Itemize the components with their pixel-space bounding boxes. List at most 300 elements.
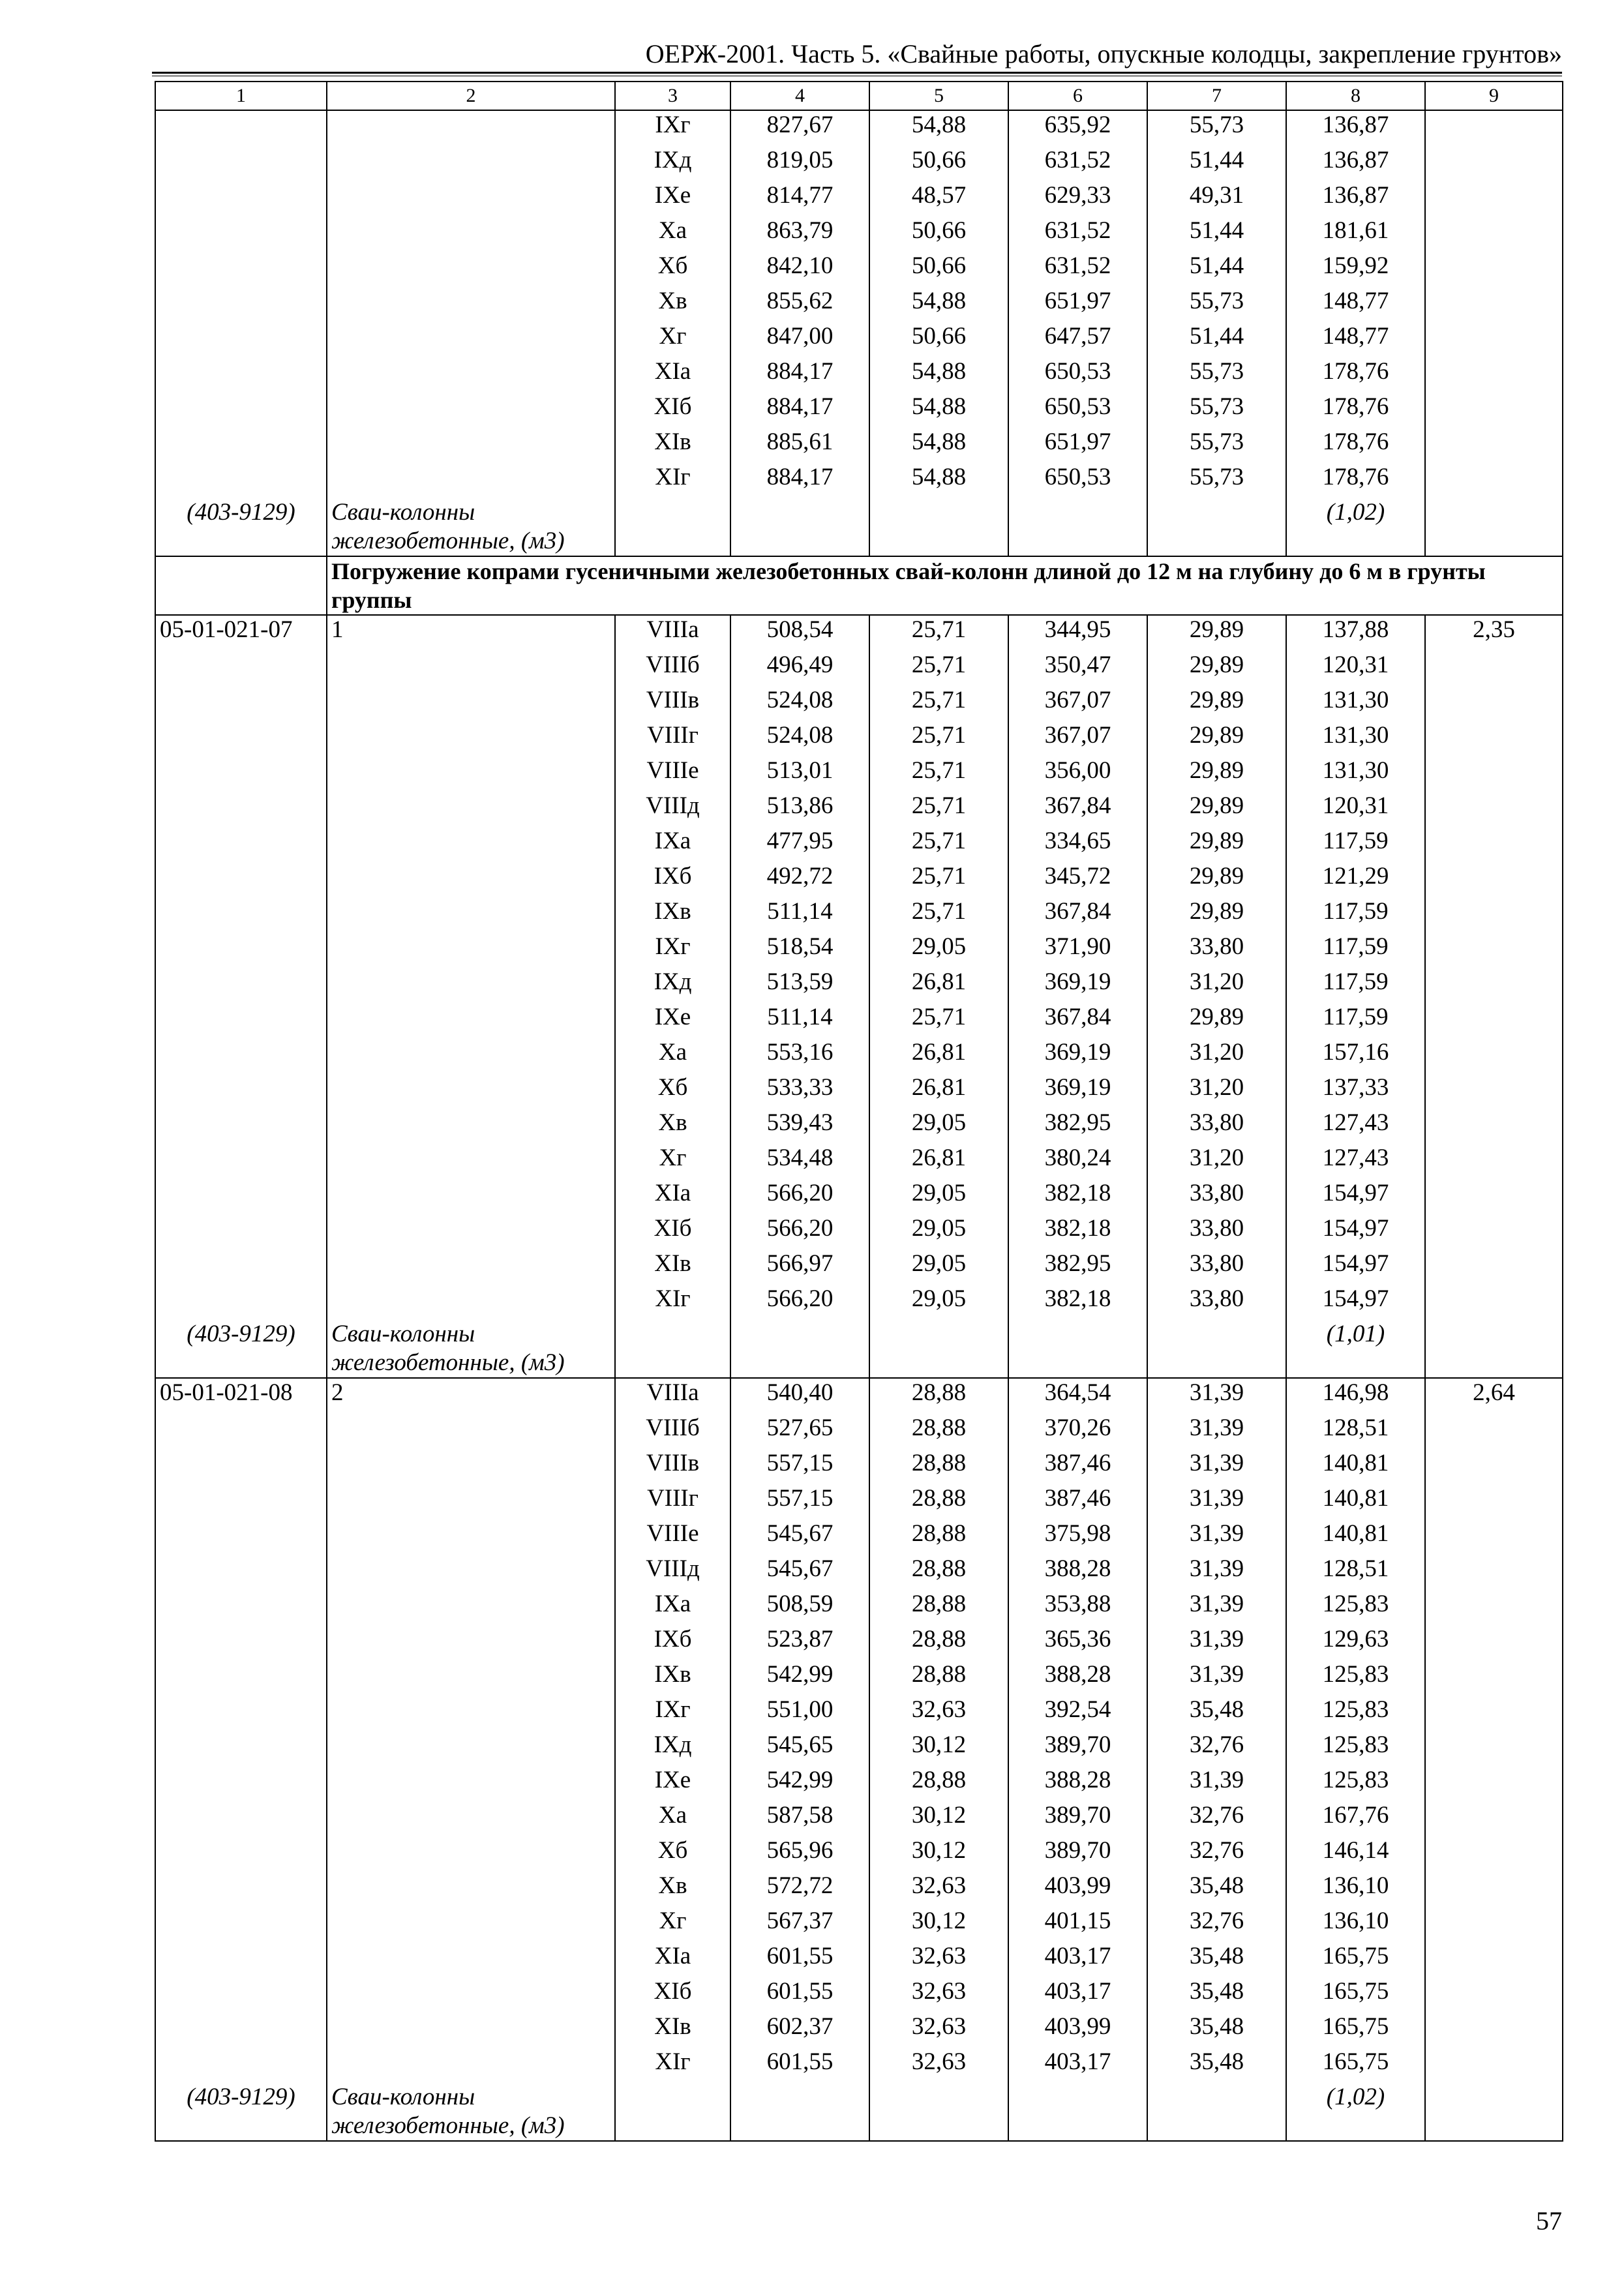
value-line: 32,63 [911, 1696, 967, 1723]
value-line: 369,19 [1044, 1074, 1111, 1101]
value-line: 25,71 [911, 651, 967, 678]
value-line: 131,30 [1322, 687, 1389, 713]
column-number: 1 [155, 82, 327, 110]
rate-block-row [155, 110, 1563, 556]
value-line: 29,89 [1189, 1004, 1244, 1030]
labor-coefficient: 2,35 [1473, 616, 1515, 643]
value-line: 55,73 [1189, 393, 1244, 420]
value-line: 533,33 [766, 1074, 834, 1101]
value-line: 350,47 [1044, 651, 1111, 678]
value-line: 31,39 [1189, 1626, 1244, 1653]
value-line: 31,39 [1189, 1485, 1244, 1512]
value-line: 631,52 [1044, 147, 1111, 173]
value-line: 137,88 [1322, 616, 1389, 643]
value-line: 523,87 [766, 1626, 834, 1653]
value-line: 28,88 [911, 1626, 967, 1653]
value-line: 140,81 [1322, 1485, 1389, 1512]
value-line: 382,18 [1044, 1285, 1111, 1312]
value-line: 54,88 [911, 112, 967, 138]
value-line: 387,46 [1044, 1485, 1111, 1512]
resource-name-line1: Сваи-колонны [331, 2084, 475, 2110]
value-line: Xа [658, 1039, 687, 1066]
machines-column [1008, 1378, 1147, 2141]
value-line: 178,76 [1322, 393, 1389, 420]
value-line: 178,76 [1322, 428, 1389, 455]
value-line: 55,73 [1189, 358, 1244, 385]
rate-description-cell [327, 615, 615, 1378]
column-number: 4 [730, 82, 869, 110]
value-line: 566,20 [766, 1215, 834, 1242]
value-line: 31,39 [1189, 1555, 1244, 1582]
value-line: 178,76 [1322, 464, 1389, 490]
value-line: 29,89 [1189, 687, 1244, 713]
value-line: IXд [654, 968, 692, 995]
value-line: VIIIе [646, 757, 699, 784]
value-line: 28,88 [911, 1661, 967, 1688]
value-line: 51,44 [1189, 147, 1244, 173]
value-line: 32,76 [1189, 1802, 1244, 1829]
value-line: 32,63 [911, 1872, 967, 1899]
value-line: 353,88 [1044, 1591, 1111, 1617]
value-line: 50,66 [911, 217, 967, 244]
value-line: 29,05 [911, 1285, 967, 1312]
value-line: 508,59 [766, 1591, 834, 1617]
value-line: 28,88 [911, 1555, 967, 1582]
value-line: 25,71 [911, 687, 967, 713]
value-line: 539,43 [766, 1109, 834, 1136]
value-line: 32,63 [911, 2013, 967, 2040]
value-line: 146,14 [1322, 1837, 1389, 1864]
value-line: VIIIа [646, 1379, 699, 1406]
value-line: XIг [655, 1285, 691, 1312]
value-line: 25,71 [911, 792, 967, 819]
value-line: 117,59 [1323, 1004, 1389, 1030]
value-line: 55,73 [1189, 112, 1244, 138]
value-line: IXа [654, 1591, 691, 1617]
value-line: 389,70 [1044, 1802, 1111, 1829]
value-line: Xв [658, 1872, 687, 1899]
value-line: 375,98 [1044, 1520, 1111, 1547]
value-line: 566,20 [766, 1180, 834, 1206]
value-line: 382,18 [1044, 1215, 1111, 1242]
value-line: 884,17 [766, 393, 834, 420]
value-line: 26,81 [911, 1039, 967, 1066]
value-line: 136,87 [1322, 147, 1389, 173]
value-line: 513,59 [766, 968, 834, 995]
value-line: 508,54 [766, 616, 834, 643]
value-line: 136,10 [1322, 1908, 1389, 1934]
value-line: 32,63 [911, 1943, 967, 1969]
value-line: 513,86 [766, 792, 834, 819]
value-line: VIIIг [647, 1485, 699, 1512]
value-line: 388,28 [1044, 1661, 1111, 1688]
value-line: 131,30 [1322, 722, 1389, 749]
value-line: 651,97 [1044, 288, 1111, 314]
value-line: 356,00 [1044, 757, 1111, 784]
value-line: 367,84 [1044, 1004, 1111, 1030]
value-line: 651,97 [1044, 428, 1111, 455]
value-line: 33,80 [1189, 1285, 1244, 1312]
value-line: 511,14 [767, 898, 833, 925]
value-line: IXв [654, 898, 691, 925]
value-line: 602,37 [766, 2013, 834, 2040]
value-line: 54,88 [911, 393, 967, 420]
column-number: 8 [1286, 82, 1425, 110]
resource-code: (403-9129) [187, 499, 295, 526]
value-line: 165,75 [1322, 1978, 1389, 2005]
resource-name-line2: железобетонные, (м3) [331, 528, 565, 554]
labor-coefficient-cell [1425, 110, 1563, 556]
resource-name-line1: Сваи-колонны [331, 499, 475, 526]
rate-code-spacer [160, 1414, 322, 2083]
value-line: IXе [654, 182, 691, 209]
value-line: 31,20 [1189, 1039, 1244, 1066]
value-line: XIг [655, 464, 691, 490]
value-line: 117,59 [1323, 968, 1389, 995]
value-line: 54,88 [911, 428, 967, 455]
value-line: 345,72 [1044, 863, 1111, 890]
value-line: 30,12 [911, 1731, 967, 1758]
value-line: XIб [654, 1215, 692, 1242]
value-line: 29,89 [1189, 828, 1244, 854]
value-line: 154,97 [1322, 1285, 1389, 1312]
value-line: 154,97 [1322, 1180, 1389, 1206]
value-line: 629,33 [1044, 182, 1111, 209]
value-line: IXг [655, 933, 691, 960]
value-line: 29,05 [911, 1180, 967, 1206]
value-line: 364,54 [1044, 1379, 1111, 1406]
value-line: 647,57 [1044, 323, 1111, 350]
value-line: 650,53 [1044, 358, 1111, 385]
value-line: 31,39 [1189, 1450, 1244, 1476]
value-line: IXе [654, 1004, 691, 1030]
value-line: 148,77 [1322, 323, 1389, 350]
labor-coefficient-cell [1425, 615, 1563, 1378]
soil-group: 2 [331, 1379, 344, 1406]
value-line: 117,59 [1323, 933, 1389, 960]
value-line: 154,97 [1322, 1215, 1389, 1242]
value-line: IXб [654, 863, 692, 890]
description-spacer [331, 651, 610, 1320]
value-line: 26,81 [911, 968, 967, 995]
value-line: VIIIе [646, 1520, 699, 1547]
value-line: 50,66 [911, 252, 967, 279]
value-line: XIв [654, 2013, 691, 2040]
value-line: IXг [655, 112, 691, 138]
value-line: 121,29 [1322, 863, 1389, 890]
value-line: 55,73 [1189, 288, 1244, 314]
value-line: Xв [658, 1109, 687, 1136]
value-line: 128,51 [1322, 1414, 1389, 1441]
value-line: 33,80 [1189, 1109, 1244, 1136]
value-line: 32,63 [911, 1978, 967, 2005]
value-line: 125,83 [1322, 1767, 1389, 1793]
value-line: 819,05 [766, 147, 834, 173]
value-line: 33,80 [1189, 933, 1244, 960]
value-line: VIIIв [646, 687, 700, 713]
value-line: 551,00 [766, 1696, 834, 1723]
rate-block-05-01-021-08 [155, 1378, 1563, 2141]
value-line: 33,80 [1189, 1215, 1244, 1242]
value-line: 392,54 [1044, 1696, 1111, 1723]
value-line: VIIIб [646, 651, 700, 678]
column-number: 9 [1425, 82, 1563, 110]
value-line: 344,95 [1044, 616, 1111, 643]
operators-wages-column [1147, 110, 1286, 556]
value-line: 403,17 [1044, 1978, 1111, 2005]
value-line: 382,95 [1044, 1250, 1111, 1277]
value-line: 842,10 [766, 252, 834, 279]
value-line: 565,96 [766, 1837, 834, 1864]
value-line: 31,20 [1189, 1074, 1244, 1101]
value-line: 29,89 [1189, 651, 1244, 678]
value-line: 477,95 [766, 828, 834, 854]
value-line: 125,83 [1322, 1661, 1389, 1688]
value-line: 30,12 [911, 1837, 967, 1864]
value-line: 388,28 [1044, 1767, 1111, 1793]
materials-column [1286, 615, 1425, 1378]
value-line: 49,31 [1189, 182, 1244, 209]
value-line: 545,67 [766, 1555, 834, 1582]
value-line: 178,76 [1322, 358, 1389, 385]
materials-column [1286, 110, 1425, 556]
value-line: XIа [654, 1180, 691, 1206]
value-line: 29,89 [1189, 616, 1244, 643]
value-line: 884,17 [766, 464, 834, 490]
value-line: 146,98 [1322, 1379, 1389, 1406]
value-line: 28,88 [911, 1767, 967, 1793]
value-line: 120,31 [1322, 651, 1389, 678]
value-line: 120,31 [1322, 792, 1389, 819]
value-line: 54,88 [911, 288, 967, 314]
value-line: 518,54 [766, 933, 834, 960]
resource-name [331, 498, 610, 556]
value-line: 389,70 [1044, 1731, 1111, 1758]
value-line: 140,81 [1322, 1520, 1389, 1547]
value-line: XIб [654, 1978, 692, 2005]
value-line: VIIIа [646, 616, 699, 643]
value-line: 165,75 [1322, 2013, 1389, 2040]
value-line: 128,51 [1322, 1555, 1389, 1582]
value-line: 369,19 [1044, 968, 1111, 995]
value-line: 125,83 [1322, 1591, 1389, 1617]
value-line: 387,46 [1044, 1450, 1111, 1476]
value-line: 157,16 [1322, 1039, 1389, 1066]
soil-category-column [615, 615, 730, 1378]
value-line: 542,99 [766, 1661, 834, 1688]
value-line: 31,39 [1189, 1591, 1244, 1617]
value-line: 35,48 [1189, 1696, 1244, 1723]
value-line: 382,95 [1044, 1109, 1111, 1136]
value-line: 650,53 [1044, 393, 1111, 420]
value-line: 131,30 [1322, 757, 1389, 784]
value-line: IXб [654, 1626, 692, 1653]
rate-block-row [155, 615, 1563, 1378]
value-line: 542,99 [766, 1767, 834, 1793]
value-line: 125,83 [1322, 1696, 1389, 1723]
machines-column [1008, 110, 1147, 556]
value-line: 148,77 [1322, 288, 1389, 314]
value-line: 511,14 [767, 1004, 833, 1030]
value-line: 31,39 [1189, 1661, 1244, 1688]
value-line: 601,55 [766, 1943, 834, 1969]
value-line: 29,89 [1189, 863, 1244, 890]
value-line: 401,15 [1044, 1908, 1111, 1934]
value-line: 55,73 [1189, 464, 1244, 490]
value-line: 167,76 [1322, 1802, 1389, 1829]
column-number: 6 [1008, 82, 1147, 110]
rate-code-spacer [160, 651, 322, 1320]
value-line: 566,20 [766, 1285, 834, 1312]
value-line: 370,26 [1044, 1414, 1111, 1441]
rate-code-cell [155, 615, 327, 1378]
value-line: 827,67 [766, 112, 834, 138]
soil-category-column [615, 1378, 730, 2141]
value-line: Xв [658, 288, 687, 314]
value-line: 29,05 [911, 1215, 967, 1242]
value-line: 35,48 [1189, 2013, 1244, 2040]
value-line: Xа [658, 1802, 687, 1829]
value-line: 31,39 [1189, 1379, 1244, 1406]
value-line: VIIIд [646, 1555, 700, 1582]
value-line: 26,81 [911, 1074, 967, 1101]
section-title: Погружение копрами гусеничными железобетонных свай-колонн длиной до 12 м на глубину до 6 м в грунты группы [327, 556, 1563, 615]
resource-ratio: (1,02) [1326, 499, 1385, 526]
value-line: 29,05 [911, 1109, 967, 1136]
value-line: 51,44 [1189, 323, 1244, 350]
value-line: 51,44 [1189, 217, 1244, 244]
value-line: 492,72 [766, 863, 834, 890]
value-line: 54,88 [911, 464, 967, 490]
rate-code-spacer [160, 111, 322, 498]
labor-coefficient: 2,64 [1473, 1379, 1515, 1406]
value-line: 885,61 [766, 428, 834, 455]
value-line: 140,81 [1322, 1450, 1389, 1476]
value-line: 884,17 [766, 358, 834, 385]
description-spacer [331, 1414, 610, 2083]
value-line: Xа [658, 217, 687, 244]
value-line: 25,71 [911, 722, 967, 749]
value-line: 31,39 [1189, 1767, 1244, 1793]
value-line: Xг [659, 1144, 687, 1171]
value-line: 540,40 [766, 1379, 834, 1406]
value-line: 382,18 [1044, 1180, 1111, 1206]
value-line: 367,84 [1044, 792, 1111, 819]
materials-column [1286, 1378, 1425, 2141]
value-line: XIб [654, 393, 692, 420]
value-line: 601,55 [766, 2048, 834, 2075]
value-line: Xб [657, 1074, 688, 1101]
value-line: 635,92 [1044, 112, 1111, 138]
resource-ratio: (1,02) [1326, 2084, 1385, 2110]
value-line: 31,39 [1189, 1414, 1244, 1441]
total-cost-column [730, 615, 869, 1378]
value-line: 524,08 [766, 722, 834, 749]
rate-code-cell [155, 1378, 327, 2141]
value-line: 553,16 [766, 1039, 834, 1066]
wages-column [869, 110, 1008, 556]
value-line: 29,05 [911, 1250, 967, 1277]
value-line: 117,59 [1323, 828, 1389, 854]
column-number: 7 [1147, 82, 1286, 110]
value-line: XIа [654, 1943, 691, 1969]
value-line: 334,65 [1044, 828, 1111, 854]
value-line: 369,19 [1044, 1039, 1111, 1066]
value-line: 631,52 [1044, 252, 1111, 279]
value-line: 25,71 [911, 1004, 967, 1030]
operators-wages-column [1147, 1378, 1286, 2141]
value-line: 371,90 [1044, 933, 1111, 960]
value-line: 31,20 [1189, 1144, 1244, 1171]
value-line: 33,80 [1189, 1180, 1244, 1206]
value-line: 863,79 [766, 217, 834, 244]
rates-table [155, 81, 1563, 2142]
operators-wages-column [1147, 615, 1286, 1378]
value-line: 48,57 [911, 182, 967, 209]
value-line: 31,39 [1189, 1520, 1244, 1547]
value-line: 403,99 [1044, 1872, 1111, 1899]
value-line: 534,48 [766, 1144, 834, 1171]
value-line: 51,44 [1189, 252, 1244, 279]
value-line: 380,24 [1044, 1144, 1111, 1171]
value-line: XIг [655, 2048, 691, 2075]
value-line: VIIIг [647, 722, 699, 749]
value-line: IXг [655, 1696, 691, 1723]
soil-group: 1 [331, 616, 344, 643]
value-line: 524,08 [766, 687, 834, 713]
resource-name-line2: железобетонные, (м3) [331, 1349, 565, 1376]
rate-block-05-01-021-07 [155, 615, 1563, 1378]
value-line: IXа [654, 828, 691, 854]
value-line: 557,15 [766, 1450, 834, 1476]
value-line: 650,53 [1044, 464, 1111, 490]
value-line: 403,17 [1044, 2048, 1111, 2075]
value-line: 30,12 [911, 1802, 967, 1829]
value-line: 54,88 [911, 358, 967, 385]
value-line: Xб [657, 1837, 688, 1864]
value-line: 572,72 [766, 1872, 834, 1899]
value-line: 127,43 [1322, 1109, 1389, 1136]
section-title-row [155, 556, 1563, 615]
resource-code: (403-9129) [187, 1321, 295, 1347]
resource-name-line1: Сваи-колонны [331, 1321, 475, 1347]
value-line: XIа [654, 358, 691, 385]
resource-name [331, 1320, 610, 1377]
value-line: 35,48 [1189, 1978, 1244, 2005]
value-line: 388,28 [1044, 1555, 1111, 1582]
wages-column [869, 1378, 1008, 2141]
value-line: VIIIб [646, 1414, 700, 1441]
value-line: 365,36 [1044, 1626, 1111, 1653]
rate-description-cell [327, 1378, 615, 2141]
resource-code: (403-9129) [187, 2084, 295, 2110]
value-line: 367,07 [1044, 687, 1111, 713]
value-line: 125,83 [1322, 1731, 1389, 1758]
value-line: 30,12 [911, 1908, 967, 1934]
value-line: XIв [654, 1250, 691, 1277]
value-line: VIIIв [646, 1450, 700, 1476]
value-line: 165,75 [1322, 2048, 1389, 2075]
value-line: 566,97 [766, 1250, 834, 1277]
value-line: 117,59 [1323, 898, 1389, 925]
value-line: 567,37 [766, 1908, 834, 1934]
value-line: Xг [659, 323, 687, 350]
value-line: 50,66 [911, 323, 967, 350]
value-line: 50,66 [911, 147, 967, 173]
value-line: 181,61 [1322, 217, 1389, 244]
value-line: 25,71 [911, 898, 967, 925]
value-line: 28,88 [911, 1450, 967, 1476]
